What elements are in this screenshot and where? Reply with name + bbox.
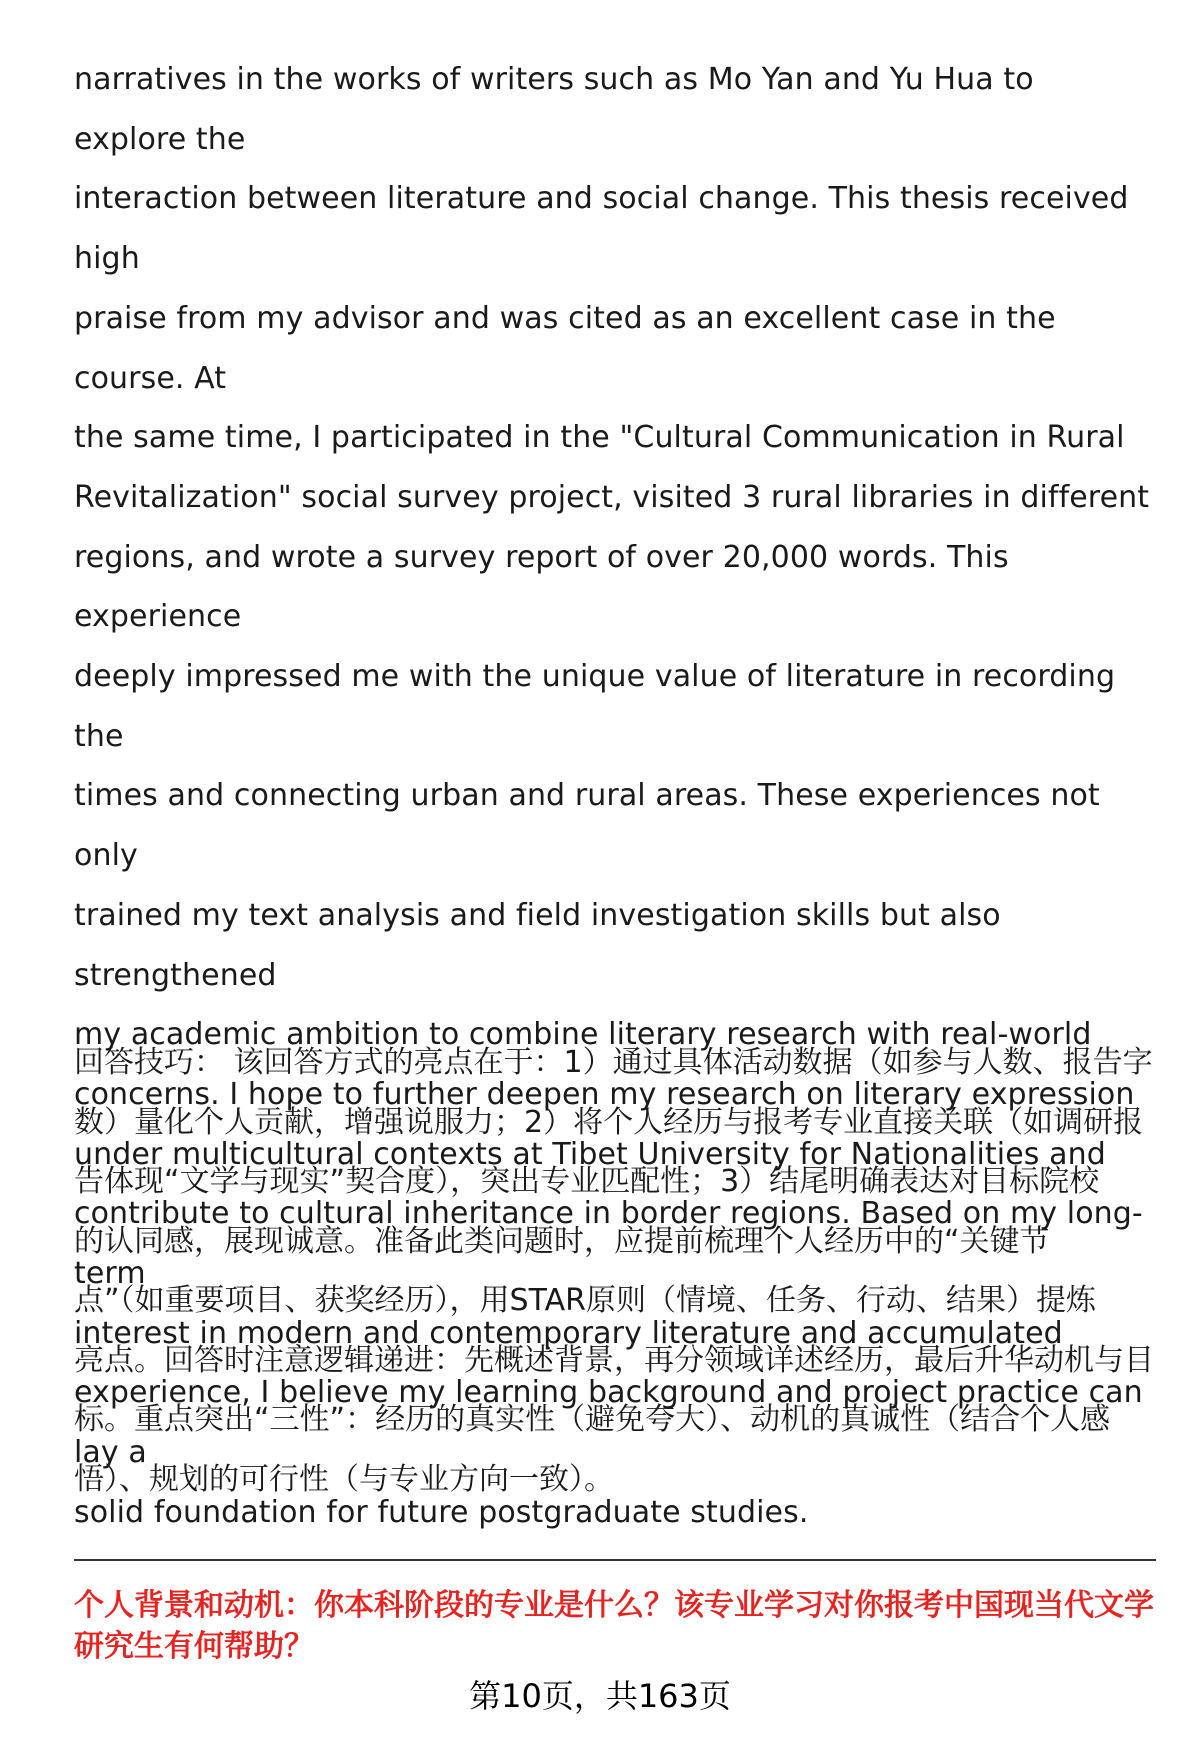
section-divider (74, 1559, 1156, 1561)
page-number: 第10页，共163页 (469, 1677, 731, 1715)
english-answer-paragraph: narratives in the works of writers such as Mo Yan and Yu Hua to explore the interaction between literature and social change. This thesis received high praise from my advisor and was cited as an excellent case in the course. At the same time, I participated in the "Cultural Communication in Rural Revitalization" social survey project, visited 3 rural libraries in different regions, and wrote a survey report of over 20,000 words. This experience deeply impressed me with the unique value of literature in recording the times and connecting urban and rural areas. These experiences not only trained my text analysis and field investigation skills but also strengthened my academic ambition to combine literary research with real-world concerns. I hope to further deepen my research on literary expression under multicultural contexts at Tibet University for Nationalities and contribute to cultural inheritance in border regions. Based on my long-term interest in modern and contemporary literature and accumulated experience, I believe my learning background and project practice can lay a solid foundation for future postgraduate studies. (74, 62, 1150, 1530)
answer-tips-paragraph: 回答技巧： 该回答方式的亮点在于：1）通过具体活动数据（如参与人数、报告字 数）量化个人贡献，增强说服力；2）将个人经历与报考专业直接关联（如调研报 告体现“文学与现实”契合度），突出专业匹配性；3）结尾明确表达对目标院校 的认同感，展现诚意。准备此类问题时，应提前梳理个人经历中的“关键节 点”（如重要项目、获奖经历），用STAR原则（情境、任务、行动、结果）提炼 亮点。回答时注意逻辑递进：先概述背景，再分领域详述经历，最后升华动机与目 标。重点突出“三性”：经历的真实性（避免夸大）、动机的真诚性（结合个人感 悟）、规划的可行性（与专业方向一致）。 (74, 1045, 1154, 1497)
next-question-heading: 个人背景和动机：你本科阶段的专业是什么？该专业学习对你报考中国现当代文学 研究生有何帮助？ (74, 1588, 1154, 1664)
